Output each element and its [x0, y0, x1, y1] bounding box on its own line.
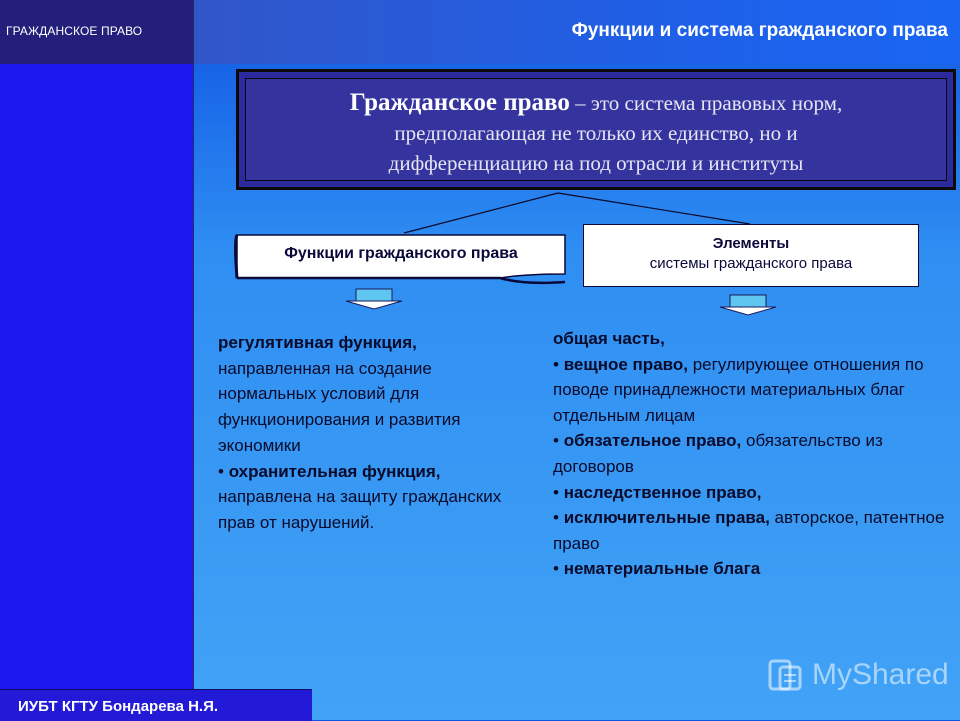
footer-bar [0, 689, 312, 721]
elements-box-subtitle: системы гражданского права [649, 255, 853, 272]
presentation-icon [768, 657, 804, 693]
elements-item1: общая часть, [553, 329, 665, 348]
watermark-text: MyShared [812, 658, 949, 691]
functions-box-label: Функции гражданского права [284, 245, 518, 262]
elements-item4-title: наследственное право, [563, 482, 762, 502]
definition-line3: дифференциацию на под отрасли и институты [388, 151, 804, 175]
functions-list [218, 330, 518, 536]
bullet: • [218, 461, 224, 481]
definition-line1: это система правовых норм, [590, 91, 843, 115]
elements-item5-text: авторское, патентное право [553, 508, 945, 553]
functions-box [234, 230, 568, 280]
footer-author: ИУБТ КГТУ Бондарева Н.Я. [18, 698, 219, 715]
bullet: • [553, 559, 559, 579]
elements-list [553, 326, 953, 582]
elements-item3-text: обязательство из договоров [553, 431, 883, 476]
functions-item2-title: охранительная функция, [228, 461, 441, 481]
elements-item2-title: вещное право, [563, 354, 688, 374]
elements-item6-title: нематериальные блага [563, 559, 761, 579]
section-label: ГРАЖДАНСКОЕ ПРАВО [6, 24, 143, 38]
functions-item2-text: направлена на защиту гражданских прав от нарушений. [218, 487, 502, 532]
elements-item3-title: обязательное право, [563, 431, 742, 451]
bullet: • [553, 354, 559, 374]
elements-item2-text: регулирующее отношения по поводе принадлежности материальных благ отдельным лицам [553, 354, 924, 425]
definition-line2: предполагающая не только их единство, но и [394, 121, 798, 145]
elements-box-title: Элементы [712, 235, 790, 252]
functions-item1-title: регулятивная функция, [218, 333, 417, 352]
definition-term: Гражданское право [349, 89, 570, 116]
down-arrow-right-icon [718, 294, 778, 316]
functions-item1-text: направленная на создание нормальных условий для функционирования и развития экономики [218, 358, 461, 455]
elements-item5-title: исключительные права, [563, 508, 770, 528]
watermark [768, 655, 948, 695]
bullet: • [553, 431, 559, 451]
bullet: • [553, 482, 559, 502]
page-title: Функции и система гражданского права [571, 20, 948, 41]
elements-box [583, 224, 919, 287]
definition-dash: – [569, 91, 591, 115]
bullet: • [553, 508, 559, 528]
down-arrow-left-icon [344, 288, 404, 310]
